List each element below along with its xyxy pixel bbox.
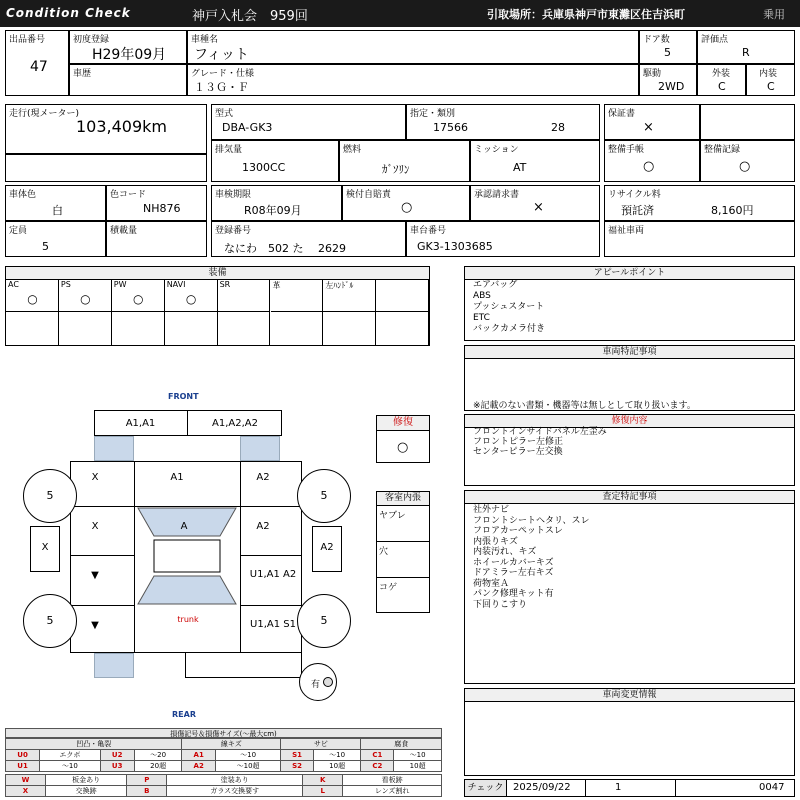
maintenance-label: 整備手帳 <box>608 145 645 155</box>
equipment-value: ○ <box>27 292 38 306</box>
check-code: 0047 <box>759 782 785 793</box>
legend-cell: S2 <box>281 761 314 772</box>
legend-cell: 〜10 <box>394 750 442 761</box>
lot-box <box>5 30 69 96</box>
repair-item: フロントピラー左修正 <box>473 437 564 447</box>
panel-r4l: ▼ <box>91 620 99 631</box>
legend-cell: U3 <box>100 761 134 772</box>
self-insurance-label: 検付自賠責 <box>346 190 392 200</box>
maint-record-value: ○ <box>739 159 751 174</box>
assessment-item: ドアミラー左右キズ <box>473 568 554 578</box>
legend-cell: 〜20 <box>134 750 182 761</box>
repair-title: 修復内容 <box>465 415 794 428</box>
legend-cell: 〜10 <box>313 750 361 761</box>
panel-r2r: A2 <box>256 521 270 532</box>
side-right-value: A2 <box>320 542 334 553</box>
car-name-label: 車種名 <box>191 35 219 45</box>
assessment-item: 下回りこすり <box>473 599 528 610</box>
recycle-label: リサイクル料 <box>608 190 661 200</box>
capacity-label: 定員 <box>9 226 28 236</box>
equipment-label: PW <box>113 280 127 289</box>
assessment-item: 社外ナビ <box>473 505 510 515</box>
auction-name: 神戸入札会 959回 <box>192 9 308 24</box>
mileage-value: 103,409km <box>76 117 168 136</box>
spare-icon <box>323 677 333 687</box>
category-no-value: 28 <box>551 121 565 134</box>
legend-cell: 10超 <box>313 761 361 772</box>
equipment-panel <box>5 266 430 346</box>
assessment-item: 内張りキズ <box>473 536 518 547</box>
change-title: 車両変更情報 <box>465 689 794 702</box>
reg-no-box <box>211 221 406 257</box>
grade-box <box>187 64 639 96</box>
front-bumper-left: A1,A1 <box>125 418 156 429</box>
legend-cell: U1 <box>6 761 40 772</box>
front-bumper-right: A1,A2,A2 <box>212 418 258 429</box>
assessment-item: ホイールカバーキズ <box>473 557 554 568</box>
appeal-item: バックカメラ付き <box>473 324 546 334</box>
color-box <box>5 185 106 221</box>
mileage-sub-box <box>5 154 207 182</box>
equipment-cell <box>112 280 165 312</box>
maint-record-label: 整備記録 <box>704 145 741 155</box>
claim-value: × <box>533 200 544 215</box>
panel-r3l: ▼ <box>91 570 99 581</box>
header-title: Condition Check <box>6 6 131 20</box>
pickup-location: 引取場所：兵庫県神戸市東灘区住吉浜町 <box>487 8 685 21</box>
equipment-cell <box>271 280 324 312</box>
claim-box <box>470 185 600 221</box>
load-box <box>106 221 207 257</box>
designation-label: 指定・類別 <box>410 109 456 119</box>
model-box <box>211 104 406 140</box>
panel-r3r: U1,A1 A2 <box>249 569 297 580</box>
color-value: 白 <box>52 204 63 217</box>
self-insurance-value: ○ <box>401 200 413 215</box>
legend-cell: S1 <box>281 750 314 761</box>
equipment-label: SR <box>219 280 231 289</box>
equipment-cell-empty <box>59 312 112 345</box>
fuel-box <box>339 140 470 182</box>
mileage-box <box>5 104 207 154</box>
legend-cell: 板金あり <box>46 775 127 786</box>
displacement-box <box>211 140 339 182</box>
equipment-cell <box>6 280 59 312</box>
warranty-box <box>604 104 700 140</box>
appeal-list <box>473 280 545 335</box>
warranty-value: × <box>643 120 654 135</box>
legend-cell: 〜10 <box>40 761 100 772</box>
score-box <box>697 30 795 64</box>
displacement-value: 1300CC <box>242 161 286 174</box>
side-right <box>312 526 342 572</box>
car-name-box <box>187 30 639 64</box>
equipment-value: ○ <box>80 292 91 306</box>
spare-label: 有 <box>311 680 321 690</box>
cabin-list <box>377 506 429 614</box>
wheel-front-left: 5 <box>23 469 77 523</box>
side-left-value: X <box>41 542 49 553</box>
welfare-label: 福祉車両 <box>608 226 645 236</box>
legend-cell: エクボ <box>40 750 100 761</box>
wheel-front-right: 5 <box>297 469 351 523</box>
rear-bumper <box>185 653 302 678</box>
legend-cell: C2 <box>361 761 394 772</box>
inspection-box <box>211 185 342 221</box>
doors-box <box>639 30 697 64</box>
equipment-label: 左ﾊﾝﾄﾞﾙ <box>325 281 354 290</box>
legend-cell: K <box>303 775 343 786</box>
appeal-panel <box>464 266 795 341</box>
appeal-title: アピールポイント <box>465 267 794 280</box>
chassis-value: GK3-1303685 <box>417 240 493 253</box>
legend-cell: U2 <box>100 750 134 761</box>
int-label: 内装 <box>759 69 778 79</box>
side-left <box>30 526 60 572</box>
legend-header: 線キズ <box>182 739 281 750</box>
recycle-status: 預託済 <box>621 204 654 217</box>
equipment-cell-empty <box>6 312 59 345</box>
legend-cell: ガラス交換要す <box>167 786 303 797</box>
check-bar <box>464 779 795 797</box>
legend-header: サビ <box>281 739 361 750</box>
equipment-cell <box>218 280 271 312</box>
claim-label: 承認請求書 <box>474 190 520 200</box>
repair-item: フロントインサイドパネル左歪み <box>473 427 607 437</box>
capacity-box <box>5 221 106 257</box>
displacement-label: 排気量 <box>215 145 243 155</box>
reg-no-value: なにわ 502 た 2629 <box>224 242 346 255</box>
vehicle-category: 乗用 <box>763 8 785 21</box>
fuel-value: ｶﾞｿﾘﾝ <box>382 163 410 176</box>
mission-box <box>470 140 600 182</box>
equipment-cell-empty <box>271 312 324 345</box>
legend-cell: X <box>6 786 46 797</box>
welfare-box <box>604 221 795 257</box>
special-title: 車両特記事項 <box>465 346 794 359</box>
mission-value: AT <box>513 161 527 174</box>
appeal-item: エアバッグ <box>473 280 518 290</box>
color-code-label: 色コード <box>110 190 147 200</box>
legend-cell: 〜10 <box>215 750 280 761</box>
cabin-panel <box>376 491 430 613</box>
legend-cell: U0 <box>6 750 40 761</box>
equipment-label: NAVI <box>166 280 186 289</box>
legend-cell: 交換跡 <box>46 786 127 797</box>
legend-cell: C1 <box>361 750 394 761</box>
equipment-cell-empty <box>165 312 218 345</box>
warranty-label: 保証書 <box>608 109 636 119</box>
panel-r2c: A <box>180 521 188 532</box>
rear-label: REAR <box>172 710 196 719</box>
appeal-item: ABS <box>473 291 491 301</box>
assessment-item: 内装汚れ、キズ <box>473 547 537 557</box>
panel-r1r: A2 <box>256 472 270 483</box>
assessment-list <box>473 505 590 610</box>
assessment-item: フロントシートヘタリ、スレ <box>473 515 590 526</box>
assessment-item: パンク修理キット有 <box>473 589 554 599</box>
equipment-value: ○ <box>133 292 144 306</box>
first-reg-label: 初度登録 <box>73 35 110 45</box>
legend-header: 凹凸・亀裂 <box>6 739 182 750</box>
drive-label: 駆動 <box>643 69 662 79</box>
repair-panel <box>464 414 795 486</box>
spare-tire <box>299 663 337 701</box>
panel-r1c: A1 <box>170 472 184 483</box>
mission-label: ミッション <box>474 145 519 155</box>
equipment-value: ○ <box>185 292 197 306</box>
maintenance-box <box>604 140 700 182</box>
panel-r2l: X <box>91 521 99 532</box>
equipment-cell <box>165 280 218 312</box>
inspection-label: 車検期限 <box>215 190 252 200</box>
assessment-panel <box>464 490 795 684</box>
mileage-label: 走行(現メーター) <box>9 109 80 119</box>
chassis-label: 車台番号 <box>410 226 447 236</box>
equipment-label: AC <box>8 280 19 289</box>
score-value: R <box>742 46 750 59</box>
legend-cell: 10超 <box>394 761 442 772</box>
assessment-item: 荷物室Ａ <box>473 578 510 589</box>
check-date: 2025/09/22 <box>513 782 571 793</box>
model-value: DBA-GK3 <box>222 121 273 134</box>
change-panel <box>464 688 795 776</box>
doors-label: ドア数 <box>643 35 670 45</box>
appeal-item: ETC <box>473 313 490 323</box>
legend-cell: B <box>127 786 167 797</box>
history-box <box>69 64 187 96</box>
equipment-label: 革 <box>272 281 281 290</box>
grade-label: グレード・仕様 <box>191 69 255 79</box>
equipment-cell <box>376 280 429 312</box>
equipment-cell-empty <box>323 312 376 345</box>
wheel-rear-left: 5 <box>23 594 77 648</box>
warranty-extra-box <box>700 104 795 140</box>
drive-value: 2WD <box>658 80 685 93</box>
appeal-item: プッシュスタート <box>473 302 545 312</box>
legend-cell: W <box>6 775 46 786</box>
cabin-item: コゲ <box>379 583 398 593</box>
color-code-box <box>106 185 207 221</box>
equipment-cell-empty <box>218 312 271 345</box>
legend-cell: A2 <box>182 761 216 772</box>
equipment-cell-empty <box>112 312 165 345</box>
fuel-label: 燃料 <box>343 145 362 155</box>
equipment-label: PS <box>60 280 71 289</box>
recycle-box <box>604 185 795 221</box>
recycle-fee: 8,160円 <box>711 204 754 217</box>
cabin-item: 穴 <box>377 542 429 578</box>
doors-value: 5 <box>664 46 671 59</box>
drive-box <box>639 64 697 96</box>
special-note: ※記載のない書類・機器等は無しとして取り扱います。 <box>473 401 696 411</box>
wheel-rear-right: 5 <box>297 594 351 648</box>
designation-value: 17566 <box>433 121 468 134</box>
trunk-label: trunk <box>177 615 199 624</box>
reg-no-label: 登録番号 <box>215 226 252 236</box>
first-reg-value: H29年09月 <box>92 47 167 63</box>
assessment-title: 査定特記事項 <box>465 491 794 504</box>
ext-box <box>697 64 746 96</box>
repair-box <box>376 415 430 463</box>
self-insurance-box <box>342 185 470 221</box>
panel-r1l: X <box>91 472 99 483</box>
model-label: 型式 <box>215 109 234 119</box>
chassis-box <box>406 221 600 257</box>
car-name-value: フィット <box>194 47 249 63</box>
load-label: 積載量 <box>110 226 138 236</box>
lot-label: 出品番号 <box>9 35 46 45</box>
cabin-title: 客室内張 <box>377 492 429 506</box>
color-label: 車体色 <box>9 190 37 200</box>
int-value: C <box>767 80 775 93</box>
first-reg-box <box>69 30 187 64</box>
repair-box-title: 修復 <box>377 416 429 431</box>
equipment-grid <box>6 280 429 345</box>
equipment-title: 装備 <box>6 267 429 280</box>
capacity-value: 5 <box>42 240 49 253</box>
grade-value: １３Ｇ・Ｆ <box>194 81 249 94</box>
repair-box-value: ○ <box>397 440 409 455</box>
front-label: FRONT <box>168 392 199 401</box>
legend-cell: 看板跡 <box>343 775 442 786</box>
history-label: 車歴 <box>73 69 92 79</box>
equipment-cell <box>59 280 112 312</box>
ext-label: 外装 <box>712 69 731 79</box>
car-diagram <box>0 385 370 725</box>
repair-item: センターピラー左交換 <box>473 447 563 457</box>
maintenance-value: ○ <box>643 159 655 174</box>
legend-table-1 <box>5 738 442 772</box>
designation-box <box>406 104 600 140</box>
assessment-item: フロアカーペットスレ <box>473 526 563 536</box>
legend-cell: 塗装あり <box>167 775 303 786</box>
legend-title: 損傷記号＆損傷サイズ(〜最大cm) <box>5 728 442 738</box>
check-label: チェック <box>465 780 507 796</box>
legend-cell: P <box>127 775 167 786</box>
legend-cell: 〜10超 <box>215 761 280 772</box>
check-num: 1 <box>615 782 622 793</box>
legend-header: 腐食 <box>361 739 442 750</box>
inspection-value: R08年09月 <box>244 204 302 217</box>
legend-cell: 20超 <box>134 761 182 772</box>
ext-value: C <box>718 80 726 93</box>
special-panel <box>464 345 795 411</box>
panel-r4r: U1,A1 S1 <box>250 619 296 630</box>
equipment-cell <box>323 280 376 312</box>
color-code-value: NH876 <box>143 202 181 215</box>
cabin-item: ヤブレ <box>377 506 429 542</box>
legend-cell: A1 <box>182 750 216 761</box>
int-box <box>746 64 795 96</box>
header-bar <box>0 0 800 27</box>
lot-number: 47 <box>30 59 48 75</box>
legend-cell: L <box>303 786 343 797</box>
legend-table-2 <box>5 774 442 797</box>
score-label: 評価点 <box>701 35 729 45</box>
equipment-cell-empty <box>376 312 429 345</box>
maint-record-box <box>700 140 795 182</box>
legend-cell: レンズ割れ <box>343 786 442 797</box>
repair-list <box>473 427 607 457</box>
